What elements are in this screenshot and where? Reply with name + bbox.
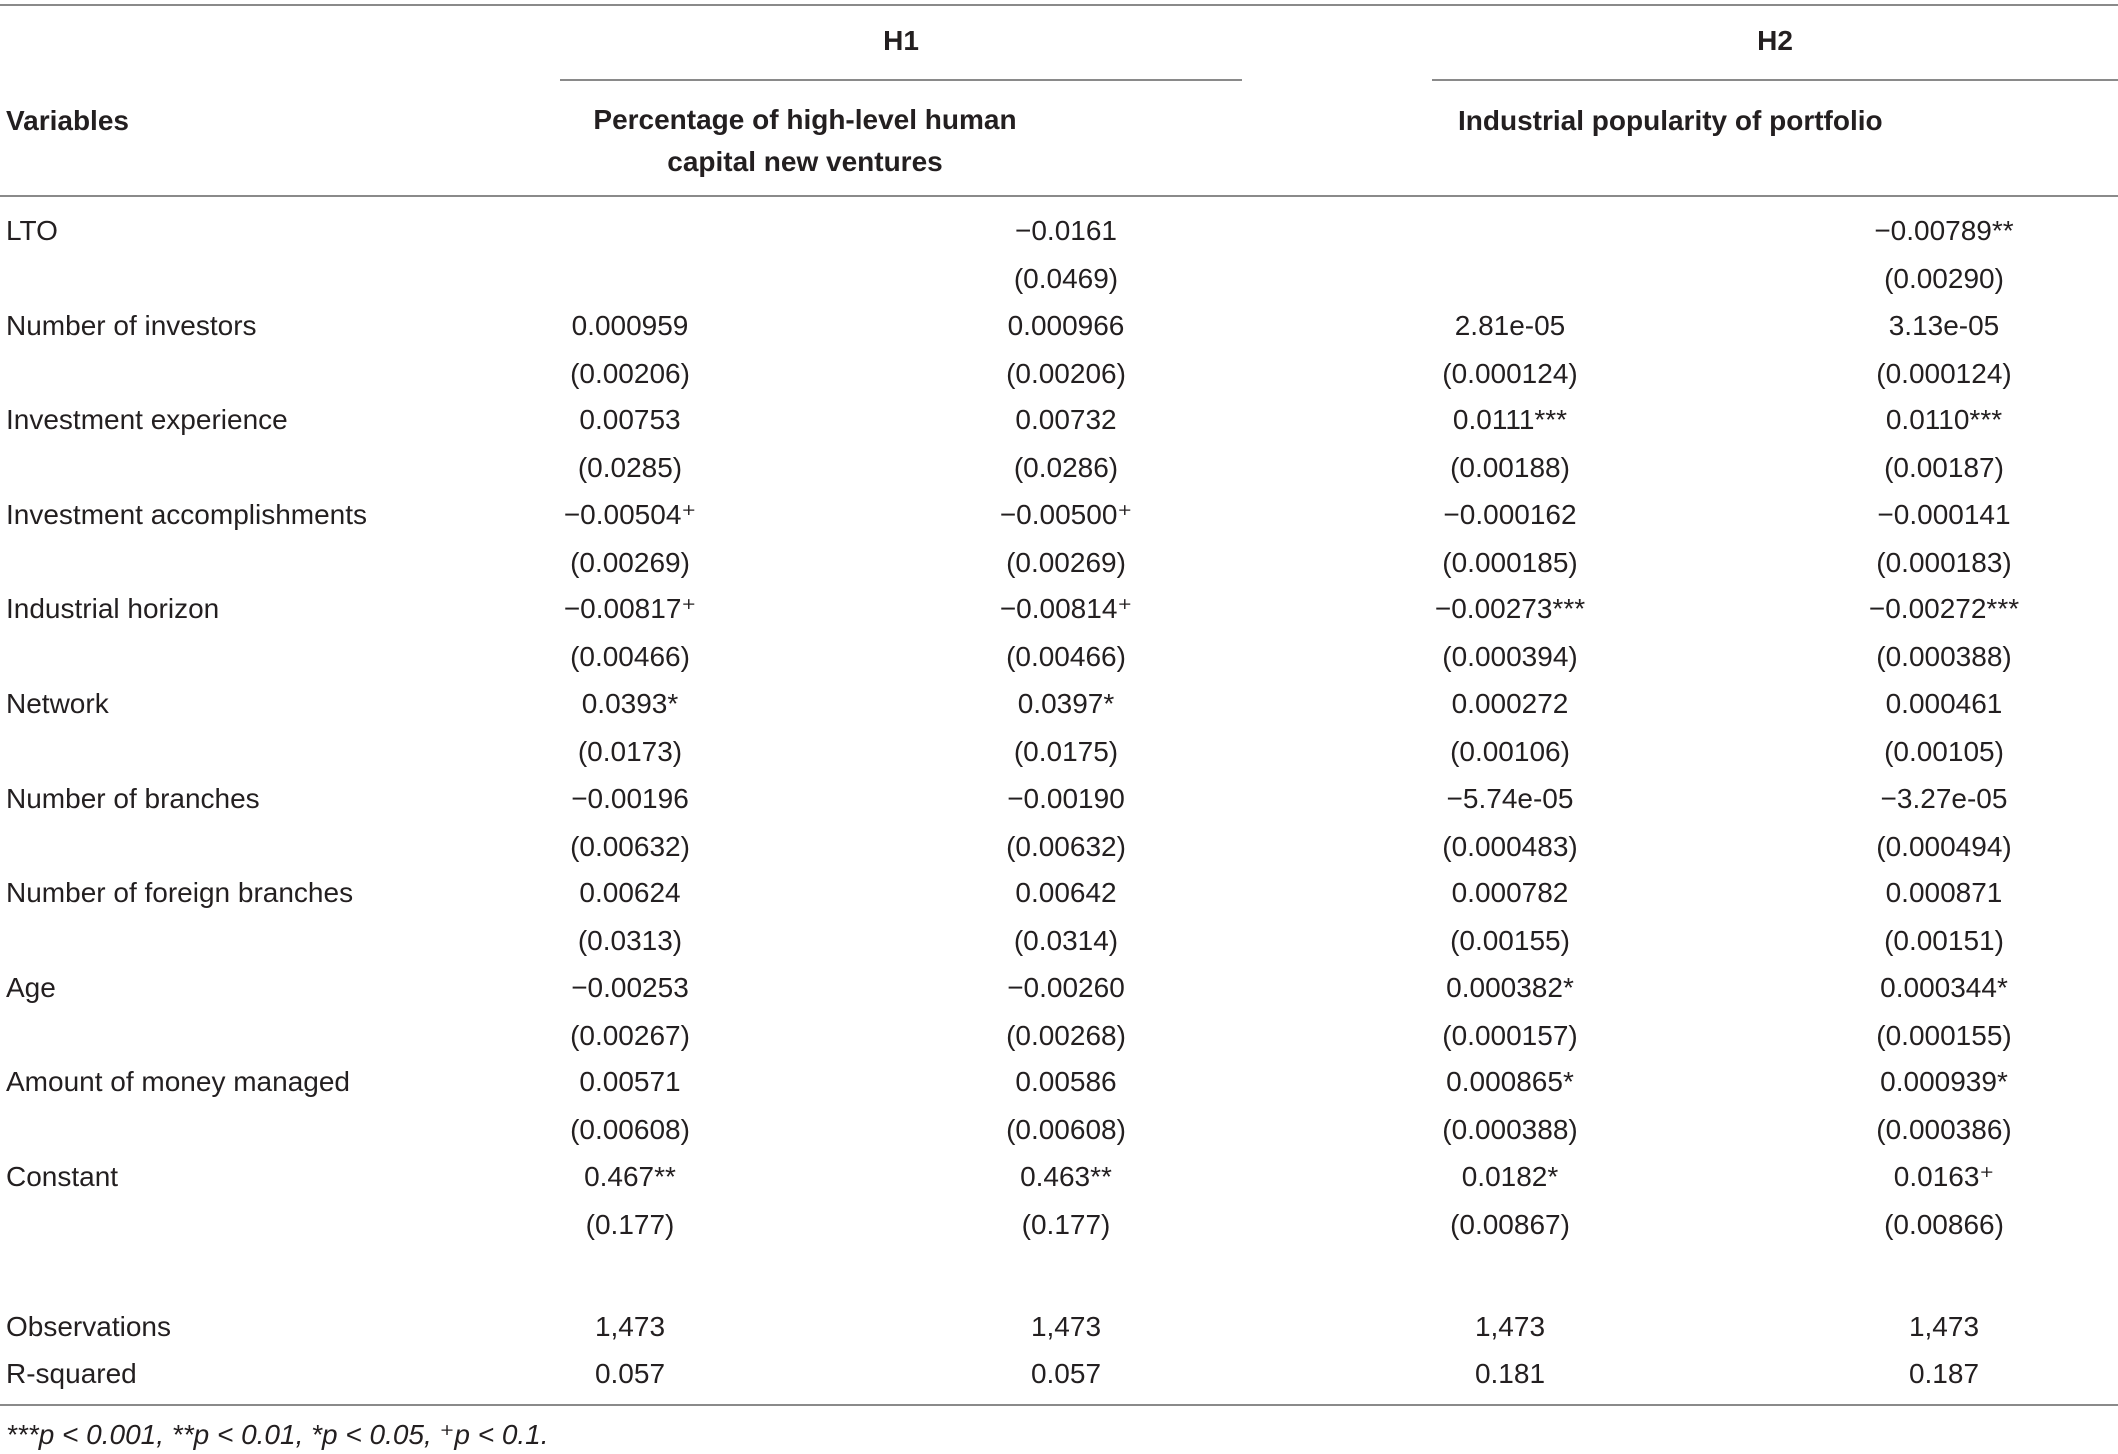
group-header-h2: H2 [1757, 25, 1793, 56]
standard-error-cell: (0.00866) [1884, 1209, 2004, 1240]
standard-error-cell: (0.000388) [1876, 641, 2012, 673]
row-label: Amount of money managed [6, 1066, 350, 1098]
row-label: Investment experience [6, 404, 288, 436]
row-label: Number of foreign branches [6, 877, 354, 909]
variables-column-header: Variables [6, 105, 129, 136]
coefficient-cell: −0.000141 [1877, 498, 2011, 530]
coefficient-cell: −0.00196 [571, 782, 689, 814]
coefficient-cell: 0.00624 [579, 877, 681, 909]
coefficient-cell: 0.000382* [1446, 971, 1574, 1003]
coefficient-cell: 0.0393* [581, 688, 679, 719]
h1-dependent-line2: capital new ventures [667, 146, 943, 177]
summary-cell: 1,473 [1474, 1311, 1546, 1342]
coefficient-cell: −0.00260 [1007, 971, 1125, 1003]
standard-error-cell: (0.00466) [570, 641, 690, 673]
standard-error-cell: (0.000394) [1442, 641, 1578, 673]
summary-cell: 1,473 [1030, 1311, 1102, 1342]
standard-error-cell: (0.0285) [577, 452, 683, 484]
standard-error-cell: (0.00867) [1450, 1209, 1570, 1240]
standard-error-cell: (0.000124) [1442, 357, 1578, 389]
coefficient-cell: 0.0110*** [1885, 404, 2003, 436]
standard-error-cell: (0.00269) [1006, 546, 1126, 578]
row-label: Constant [6, 1161, 119, 1192]
standard-error-cell: (0.0469) [1013, 263, 1119, 294]
coefficient-cell: 0.000966 [1007, 309, 1125, 341]
summary-cell: 0.181 [1474, 1358, 1546, 1389]
standard-error-cell: (0.000185) [1442, 546, 1578, 578]
standard-error-cell: (0.000386) [1876, 1114, 2012, 1146]
coefficient-cell: 0.00753 [579, 404, 681, 436]
standard-error-cell: (0.00608) [1006, 1114, 1126, 1146]
standard-error-cell: (0.00106) [1450, 736, 1570, 767]
coefficient-cell: −0.00504⁺ [563, 498, 697, 530]
coefficient-cell: 0.000782 [1451, 877, 1569, 909]
h1-group-rule [560, 79, 1242, 81]
coefficient-cell: 0.000272 [1451, 688, 1569, 719]
coefficient-cell: −0.00817⁺ [563, 593, 697, 625]
standard-error-cell: (0.00268) [1006, 1019, 1126, 1051]
coefficient-cell: −0.000162 [1443, 498, 1577, 530]
standard-error-cell: (0.000157) [1442, 1019, 1578, 1051]
coefficient-cell: 0.000344* [1880, 971, 2008, 1003]
standard-error-cell: (0.00188) [1450, 452, 1570, 484]
summary-row-label: R-squared [6, 1358, 137, 1389]
coefficient-cell: 3.13e-05 [1888, 309, 2000, 341]
row-label: Investment accomplishments [6, 498, 368, 530]
row-label: LTO [6, 215, 58, 246]
standard-error-cell: (0.0286) [1013, 452, 1119, 484]
standard-error-cell: (0.00155) [1450, 925, 1570, 957]
standard-error-cell: (0.177) [1021, 1209, 1111, 1240]
coefficient-cell: 0.0182* [1461, 1161, 1559, 1192]
standard-error-cell: (0.000483) [1442, 830, 1578, 862]
coefficient-cell: −0.00789** [1874, 215, 2014, 246]
row-label: Number of branches [6, 782, 260, 814]
coefficient-cell: 0.000959 [571, 309, 689, 341]
standard-error-cell: (0.000494) [1876, 830, 2012, 862]
standard-error-cell: (0.000183) [1876, 546, 2012, 578]
coefficient-cell: 0.0163⁺ [1893, 1161, 1995, 1192]
coefficient-cell: −0.00253 [571, 971, 689, 1003]
standard-error-cell: (0.0313) [577, 925, 683, 957]
standard-error-cell: (0.0173) [577, 736, 683, 767]
standard-error-cell: (0.00267) [570, 1019, 690, 1051]
standard-error-cell: (0.0175) [1013, 736, 1119, 767]
h1-dependent-line1: Percentage of high-level human [593, 104, 1017, 135]
h2-group-rule [1432, 79, 2118, 81]
standard-error-cell: (0.000155) [1876, 1019, 2012, 1051]
summary-cell: 0.057 [594, 1358, 666, 1389]
standard-error-cell: (0.00206) [570, 357, 690, 389]
summary-cell: 1,473 [1908, 1311, 1980, 1342]
standard-error-cell: (0.00105) [1884, 736, 2004, 767]
group-header-h1: H1 [883, 25, 919, 56]
standard-error-cell: (0.00608) [570, 1114, 690, 1146]
table-bottom-rule [0, 1404, 2118, 1406]
coefficient-cell: 0.00586 [1015, 1066, 1117, 1098]
h1-dependent-variable [560, 99, 1050, 183]
standard-error-cell: (0.0314) [1013, 925, 1119, 957]
standard-error-cell: (0.00466) [1006, 641, 1126, 673]
summary-cell: 1,473 [594, 1311, 666, 1342]
coefficient-cell: −3.27e-05 [1880, 782, 2008, 814]
h2-dependent-variable: Industrial popularity of portfolio [1458, 105, 1883, 136]
coefficient-cell: −0.00272*** [1868, 593, 2020, 625]
coefficient-cell: 0.000865* [1446, 1066, 1574, 1098]
standard-error-cell: (0.000388) [1442, 1114, 1578, 1146]
standard-error-cell: (0.00151) [1884, 925, 2004, 957]
coefficient-cell: 0.000939* [1880, 1066, 2008, 1098]
standard-error-cell: (0.00632) [570, 830, 690, 862]
coefficient-cell: 2.81e-05 [1454, 309, 1566, 341]
coefficient-cell: −0.00814⁺ [999, 593, 1133, 625]
coefficient-cell: 0.00732 [1015, 404, 1117, 436]
summary-row-label: Observations [6, 1311, 171, 1342]
coefficient-cell: −0.0161 [1015, 215, 1117, 246]
coefficient-cell: −0.00500⁺ [999, 498, 1133, 530]
coefficient-cell: 0.00571 [579, 1066, 681, 1098]
standard-error-cell: (0.177) [585, 1209, 675, 1240]
coefficient-cell: −0.00273*** [1434, 593, 1586, 625]
table-top-rule [0, 4, 2118, 6]
standard-error-cell: (0.00269) [570, 546, 690, 578]
summary-cell: 0.057 [1030, 1358, 1102, 1389]
coefficient-cell: 0.000871 [1885, 877, 2003, 909]
significance-footnote: ***p < 0.001, **p < 0.01, *p < 0.05, ⁺p < 0.1. [6, 1419, 549, 1450]
standard-error-cell: (0.000124) [1876, 357, 2012, 389]
coefficient-cell: 0.0397* [1017, 688, 1115, 719]
row-label: Industrial horizon [6, 593, 220, 625]
standard-error-cell: (0.00187) [1884, 452, 2004, 484]
standard-error-cell: (0.00206) [1006, 357, 1126, 389]
coefficient-cell: 0.000461 [1885, 688, 2003, 719]
standard-error-cell: (0.00632) [1006, 830, 1126, 862]
coefficient-cell: −5.74e-05 [1446, 782, 1574, 814]
coefficient-cell: 0.0111*** [1452, 404, 1568, 436]
coefficient-cell: −0.00190 [1007, 782, 1125, 814]
row-label: Age [6, 971, 56, 1003]
coefficient-cell: 0.467** [584, 1161, 676, 1192]
coefficient-cell: 0.00642 [1015, 877, 1117, 909]
coefficient-cell: 0.463** [1020, 1161, 1112, 1192]
row-label: Number of investors [6, 309, 257, 341]
row-label: Network [6, 688, 109, 719]
summary-cell: 0.187 [1908, 1358, 1980, 1389]
standard-error-cell: (0.00290) [1884, 263, 2004, 294]
header-bottom-rule [0, 195, 2118, 197]
